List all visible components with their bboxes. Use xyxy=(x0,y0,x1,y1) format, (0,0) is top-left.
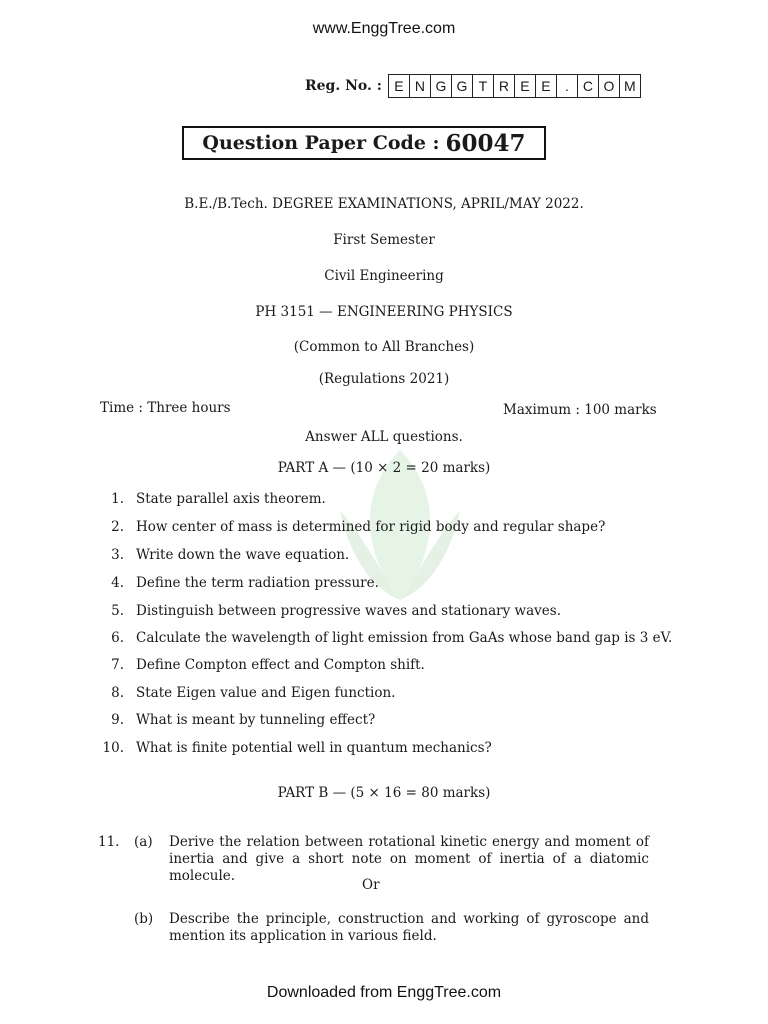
site-header: www.EnggTree.com xyxy=(312,20,456,37)
or-separator: Or xyxy=(362,877,380,893)
question-text: Distinguish between progressive waves and stationary waves. xyxy=(136,603,561,619)
question-number: 7. xyxy=(111,657,124,673)
reg-char-box: T xyxy=(473,75,494,97)
reg-char-box: G xyxy=(452,75,473,97)
question-number: 11. xyxy=(98,834,120,850)
reg-char-box: O xyxy=(599,75,620,97)
reg-char-box: G xyxy=(431,75,452,97)
instruction: Answer ALL questions. xyxy=(305,429,463,445)
branch: Civil Engineering xyxy=(324,268,444,284)
question-text: State Eigen value and Eigen function. xyxy=(136,685,396,701)
question-text: Derive the relation between rotational kinetic energy and moment of inertia and give a short note on moment of inertia of a diatomic molecule. xyxy=(169,834,649,884)
question-text: Define Compton effect and Compton shift. xyxy=(136,657,425,673)
site-footer: Downloaded from EnggTree.com xyxy=(266,984,502,1001)
question-number: 2. xyxy=(111,519,124,535)
part-a-heading: PART A — (10 × 2 = 20 marks) xyxy=(277,460,491,476)
question-number: 3. xyxy=(111,547,124,563)
question-text: What is meant by tunneling effect? xyxy=(136,712,376,728)
reg-char-box: R xyxy=(494,75,515,97)
subject: PH 3151 — ENGINEERING PHYSICS xyxy=(255,304,513,320)
question-text: State parallel axis theorem. xyxy=(136,491,326,507)
question-number: 1. xyxy=(111,491,124,507)
question-number: 8. xyxy=(111,685,124,701)
reg-char-box: E xyxy=(536,75,557,97)
question-paper-code-label: Question Paper Code : xyxy=(202,132,440,154)
reg-number-row xyxy=(305,74,641,98)
question-text: How center of mass is determined for rigid body and regular shape? xyxy=(136,519,606,535)
reg-char-box: E xyxy=(389,75,410,97)
question-text: Calculate the wavelength of light emission from GaAs whose band gap is 3 eV. xyxy=(136,630,673,646)
regulations: (Regulations 2021) xyxy=(318,371,450,387)
question-number: 9. xyxy=(111,712,124,728)
maximum-marks: Maximum : 100 marks xyxy=(503,402,657,418)
reg-char-box: . xyxy=(557,75,578,97)
reg-label: Reg. No. : xyxy=(305,78,382,94)
part-b-heading: PART B — (5 × 16 = 80 marks) xyxy=(277,785,491,801)
question-paper-code-box xyxy=(182,126,546,160)
time-allowed: Time : Three hours xyxy=(100,400,231,416)
question-text: Write down the wave equation. xyxy=(136,547,350,563)
question-text: Define the term radiation pressure. xyxy=(136,575,379,591)
question-number: 6. xyxy=(111,630,124,646)
reg-char-box: C xyxy=(578,75,599,97)
question-number: 5. xyxy=(111,603,124,619)
common-branches: (Common to All Branches) xyxy=(293,339,475,355)
reg-char-box: N xyxy=(410,75,431,97)
question-number: 4. xyxy=(111,575,124,591)
question-text: What is finite potential well in quantum mechanics? xyxy=(136,740,492,756)
question-paper-code: 60047 xyxy=(445,129,526,157)
question-number: 10. xyxy=(102,740,124,756)
reg-boxes xyxy=(388,74,641,98)
sub-question-label: (b) xyxy=(134,911,154,927)
exam-title: B.E./B.Tech. DEGREE EXAMINATIONS, APRIL/MAY 2022. xyxy=(184,196,584,212)
sub-question-label: (a) xyxy=(134,834,153,850)
question-text: Describe the principle, construction and working of gyroscope and mention its application in various field. xyxy=(169,911,649,944)
semester: First Semester xyxy=(333,232,435,248)
reg-char-box: E xyxy=(515,75,536,97)
reg-char-box: M xyxy=(624,78,636,94)
